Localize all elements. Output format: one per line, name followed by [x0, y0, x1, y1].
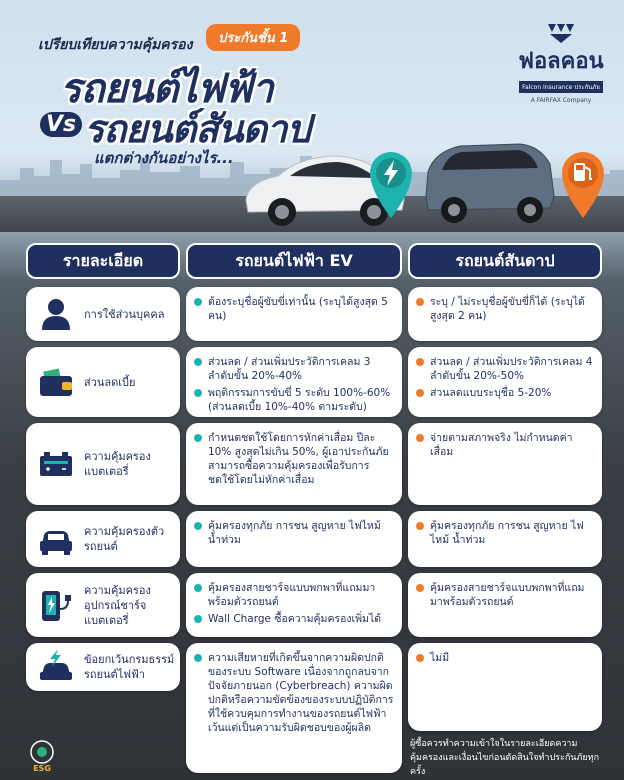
falcon-wing-icon	[546, 22, 576, 44]
row-ev-personal-use	[186, 287, 402, 341]
bullet-dot	[194, 298, 202, 306]
item-text: Wall Charge ซื้อความคุ้มครองเพิ่มได้	[208, 613, 382, 625]
column-header-ev: รถยนต์ไฟฟ้า EV	[186, 243, 402, 279]
bullet-dot	[416, 298, 424, 306]
item-text: คุ้มครองสายชาร์จแบบพกพาที่แถมมาพร้อมตัวรถยนต์	[208, 582, 376, 608]
row-ev-charger	[186, 573, 402, 637]
logo-name: ฟอลคอน	[518, 49, 604, 74]
bullet-dot	[416, 584, 424, 592]
vs-badge: Vs	[40, 112, 82, 137]
list-item	[416, 519, 594, 547]
row-label-battery	[26, 423, 180, 505]
ev-charge-pin-icon	[368, 150, 414, 220]
bullet-dot	[194, 615, 202, 623]
subtitle: แตกต่างกันอย่างไร...	[94, 149, 234, 167]
battery-icon	[36, 444, 76, 484]
person-icon	[36, 294, 76, 334]
ice-car-image	[420, 130, 560, 226]
charger-icon	[36, 585, 76, 625]
row-ice-car-body	[408, 511, 602, 567]
wallet-icon	[36, 362, 76, 402]
insurance-tag: ประกันชั้น 1	[206, 24, 300, 51]
list-item	[194, 519, 394, 547]
falcon-logo	[506, 22, 616, 102]
item-text: ไม่มี	[430, 652, 450, 664]
item-text: ส่วนลดแบบระบุชื่อ 5-20%	[430, 387, 552, 399]
list-item	[194, 386, 394, 414]
row-ev-battery	[186, 423, 402, 505]
item-text: คุ้มครองทุกภัย การชน สูญหาย ไฟไหม้ น้ำท่วม	[208, 520, 381, 546]
list-item	[194, 612, 394, 626]
row-ice-charger	[408, 573, 602, 637]
bullet-dot	[416, 434, 424, 442]
row-ev-discount	[186, 347, 402, 417]
bullet-dot	[194, 584, 202, 592]
bullet-dot	[194, 389, 202, 397]
esg-badge-icon	[22, 738, 62, 772]
logo-fairfax: A FAIRFAX Company	[530, 97, 592, 104]
row-label-charger	[26, 573, 180, 637]
list-item	[194, 651, 394, 735]
list-item	[194, 295, 394, 323]
bullet-dot	[416, 358, 424, 366]
bullet-dot	[194, 654, 202, 662]
column-header-ice: รถยนต์สันดาป	[408, 243, 602, 279]
title-ev: รถยนต์ไฟฟ้า	[60, 66, 273, 112]
row-label-text: ส่วนลดเบี้ย	[84, 375, 136, 389]
list-item	[416, 651, 594, 665]
list-item	[416, 355, 594, 383]
item-text: ส่วนลด / ส่วนเพิ่มประวัติการเคลม 4 ลำดับขั้น 20%-50%	[430, 356, 593, 382]
bullet-dot	[194, 522, 202, 530]
logo-sub: Falcon Insurance ประกันภัย	[519, 81, 603, 93]
list-item	[194, 355, 394, 383]
list-item	[416, 386, 594, 400]
item-text: คุ้มครองสายชาร์จแบบพกพาที่แถมมาพร้อมตัวรถยนต์	[430, 582, 585, 608]
list-item	[416, 581, 594, 609]
item-text: จ่ายตามสภาพจริง ไม่กำหนดค่าเสื่อม	[430, 432, 573, 458]
row-ice-personal-use	[408, 287, 602, 341]
item-text: ความเสียหายที่เกิดขึ้นจากความผิดปกติของระบบ Software เนื่องจากถูกลบจากปัจจัยภายนอก (Cyberbreach) ความผิดปกติหรือความขัดข้องของระบบปฏิบัติการที่ใช้ควบคุมการทำงานของรถยนต์ไฟฟ้า เว้นแต่เป็นความรับผิดชอบของผู้ผลิต	[208, 652, 394, 734]
car-icon	[36, 519, 76, 559]
row-label-exclusions	[26, 643, 180, 691]
column-header-details: รายละเอียด	[26, 243, 180, 279]
bullet-dot	[194, 434, 202, 442]
list-item	[416, 295, 594, 323]
bullet-dot	[416, 522, 424, 530]
row-label-text: ความคุ้มครองอุปกรณ์ชาร์จแบตเตอรี่	[84, 583, 151, 627]
fuel-pump-pin-icon	[560, 150, 606, 220]
bullet-dot	[416, 389, 424, 397]
eyebrow-text: เปรียบเทียบความคุ้มครอง	[38, 37, 193, 53]
bullet-dot	[194, 358, 202, 366]
item-text: ระบุ / ไม่ระบุชื่อผู้ขับขี่ก็ได้ (ระบุได้สูงสุด 2 คน)	[430, 296, 585, 322]
row-label-car-body	[26, 511, 180, 567]
list-item	[416, 431, 594, 459]
title-ice: รถยนต์สันดาป	[84, 107, 310, 151]
item-text: ต้องระบุชื่อผู้ขับขี่เท่านั้น (ระบุได้สูงสุด 5 คน)	[208, 296, 388, 322]
list-item	[194, 431, 394, 487]
footnote: ผู้ซื้อควรทำความเข้าใจในรายละเอียดความคุ้มครองและเงื่อนไขก่อนตัดสินใจทำประกันภัยทุกครั้ง	[410, 739, 600, 777]
item-text: กำหนดชดใช้โดยการหักค่าเสื่อม ปีละ 10% สูงสุดไม่เกิน 50%, ผู้เอาประกันภัยสามารถซื้อความคุ้มครองเพื่อรับการชดใช้โดยไม่หักค่าเสื่อม	[208, 432, 389, 486]
ev-car-icon	[36, 647, 76, 687]
list-item	[194, 581, 394, 609]
item-text: คุ้มครองทุกภัย การชน สูญหาย ไฟไหม้ น้ำท่วม	[430, 520, 584, 546]
bullet-dot	[416, 654, 424, 662]
esg-label: ESG	[33, 764, 51, 772]
row-label-personal-use	[26, 287, 180, 341]
row-label-discount	[26, 347, 180, 417]
header-banner	[0, 0, 624, 232]
row-label-text: ข้อยกเว้นกรมธรรม์รถยนต์ไฟฟ้า	[84, 653, 175, 681]
row-ev-exclusions	[186, 643, 402, 773]
item-text: พฤติกรรมการขับขี่ 5 ระดับ 100%-60% (ส่วนลดเบี้ย 10%-40% ตามระดับ)	[208, 387, 391, 413]
row-ev-car-body	[186, 511, 402, 567]
row-ice-battery	[408, 423, 602, 505]
row-label-text: การใช้ส่วนบุคคล	[84, 307, 165, 321]
row-ice-exclusions	[408, 643, 602, 731]
row-label-text: ความคุ้มครองตัวรถยนต์	[84, 525, 165, 553]
row-ice-discount	[408, 347, 602, 417]
row-label-text: ความคุ้มครองแบตเตอรี่	[84, 450, 151, 478]
item-text: ส่วนลด / ส่วนเพิ่มประวัติการเคลม 3 ลำดับขั้น 20%-40%	[208, 356, 371, 382]
